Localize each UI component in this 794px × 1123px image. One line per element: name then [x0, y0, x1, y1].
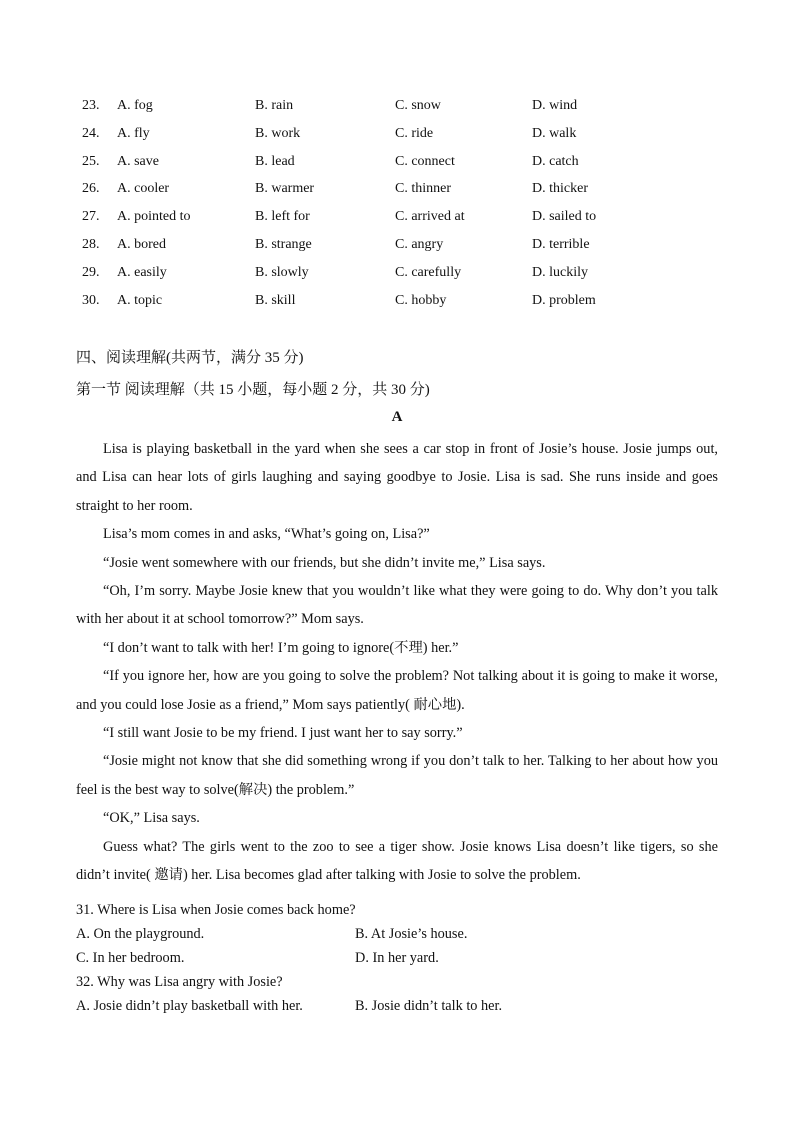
option-row [76, 922, 736, 946]
question-number: 24. [82, 125, 100, 141]
choice-row [82, 235, 722, 263]
paragraph: Lisa’s mom comes in and asks, “What’s going on, Lisa?” [103, 526, 430, 543]
option-a: A. fly [117, 125, 150, 141]
section-heading: 四、阅读理解(共两节，满分 35 分) [76, 350, 304, 366]
option-a: A. fog [117, 98, 153, 113]
option-b: B. work [255, 125, 301, 141]
option-d: D. walk [532, 125, 577, 141]
choice-row [82, 152, 722, 180]
subsection-heading: 第一节 阅读理解（共 15 小题，每小题 2 分，共 30 分) [76, 382, 430, 398]
option-row [76, 946, 736, 970]
option-c: C. thinner [395, 181, 451, 197]
option-b: B. lead [255, 153, 295, 169]
paragraph: “I still want Josie to be my friend. I just want her to say sorry.” [103, 725, 463, 742]
question-number: 30. [82, 292, 100, 308]
option-c: C. connect [395, 153, 455, 169]
option-a: A. cooler [117, 181, 170, 197]
option-a: A. pointed to [117, 209, 191, 225]
option-d: D. thicker [532, 181, 588, 197]
option-c: C. In her bedroom. [76, 950, 185, 966]
option-b: B. At Josie’s house. [355, 926, 468, 942]
question-number: 26. [82, 181, 100, 197]
option-row [76, 994, 736, 1018]
option-d: D. sailed to [532, 209, 597, 225]
question-stem [76, 970, 736, 994]
choice-row [82, 291, 722, 319]
question-number: 25. [82, 153, 100, 169]
paragraph: “Oh, I’m sorry. Maybe Josie knew that you wouldn’t like what they were going to do. Why don’t you talk with her about it at school tomorrow?” Mom says. [76, 583, 718, 628]
question-stem [76, 898, 736, 922]
paragraph: Guess what? The girls went to the zoo to see a tiger show. Josie knows Lisa doesn’t like tigers, so she didn’t invite( 邀请) her. Lisa becomes glad after talking with Josie to solve the problem. [76, 838, 718, 884]
option-a: A. bored [117, 236, 166, 252]
paragraph: “OK,” Lisa says. [103, 810, 200, 827]
answer-choices-list [82, 96, 722, 318]
option-b: B. left for [255, 209, 310, 225]
option-c: C. angry [395, 236, 444, 252]
reading-passage [76, 435, 718, 890]
option-c: C. ride [395, 125, 434, 141]
option-d: D. terrible [532, 236, 590, 252]
choice-row [82, 96, 722, 124]
question-31: 31. Where is Lisa when Josie comes back home? [76, 902, 356, 918]
option-a: A. On the playground. [76, 926, 205, 942]
option-b: B. slowly [255, 264, 309, 280]
option-d: D. wind [532, 98, 578, 113]
option-b: B. skill [255, 292, 296, 308]
choice-row [82, 263, 722, 291]
paragraph: “Josie went somewhere with our friends, but she didn’t invite me,” Lisa says. [103, 554, 546, 571]
option-a: A. Josie didn’t play basketball with her. [76, 998, 303, 1014]
option-c: C. carefully [395, 264, 462, 280]
option-a: A. easily [117, 264, 167, 280]
option-c: C. arrived at [395, 209, 465, 225]
passage-title: A [391, 409, 403, 425]
option-c: C. hobby [395, 292, 447, 308]
choice-row [82, 124, 722, 152]
paragraph: “If you ignore her, how are you going to solve the problem? Not talking about it is going to make it worse, and you could lose Josie as a friend,” Mom says patiently( 耐心地). [76, 668, 718, 713]
paragraph: Lisa is playing basketball in the yard when she sees a car stop in front of Josie’s house. Josie jumps out, and Lisa can hear lots of girls laughing and saying goodbye to Josie. Lisa is sad. She runs inside and goes straight to her room. [76, 441, 718, 514]
choice-row [82, 179, 722, 207]
question-number: 27. [82, 209, 100, 225]
option-b: B. warmer [255, 181, 315, 197]
paragraph: “Josie might not know that she did something wrong if you don’t talk to her. Talking to her about how you feel is the best way to solve(解决) the problem.” [76, 753, 718, 798]
option-a: A. save [117, 153, 159, 169]
option-b: B. strange [255, 236, 312, 252]
option-b: B. rain [255, 98, 294, 113]
option-d: D. In her yard. [355, 950, 439, 966]
option-d: D. problem [532, 292, 596, 308]
question-number: 28. [82, 236, 100, 252]
question-32: 32. Why was Lisa angry with Josie? [76, 974, 283, 990]
option-a: A. topic [117, 292, 163, 308]
question-number: 29. [82, 264, 100, 280]
option-c: C. snow [395, 98, 441, 113]
option-b: B. Josie didn’t talk to her. [355, 998, 503, 1014]
comprehension-questions [76, 898, 736, 1018]
choice-row [82, 207, 722, 235]
option-d: D. catch [532, 153, 579, 169]
paragraph: “I don’t want to talk with her! I’m going to ignore(不理) her.” [103, 639, 459, 656]
question-number: 23. [82, 98, 100, 113]
option-d: D. luckily [532, 264, 588, 280]
